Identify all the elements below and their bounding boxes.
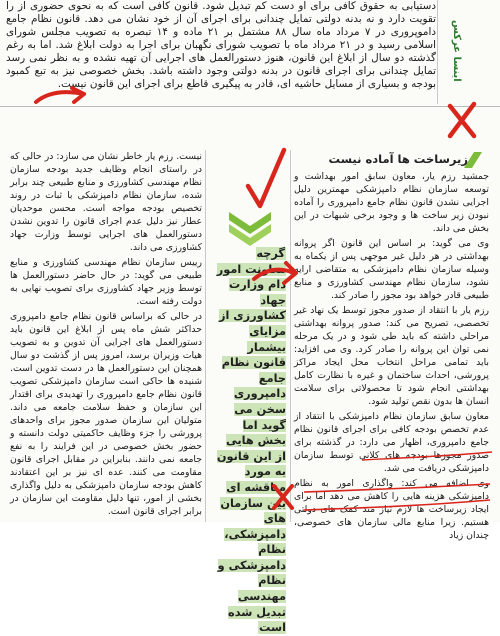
green-double-chevron-icon: [227, 210, 273, 246]
red-underline-mark: [300, 470, 495, 520]
left-column-text: [10, 150, 202, 522]
red-arrow-mark-icon: [250, 255, 306, 299]
red-check-mark-icon: [244, 146, 288, 212]
right-paragraph: جمشید رزم یار، معاون سابق امور بهداشت و توسعه سازمان نظام دامپزشکی مهمترین دلیل اجرایی نشدن قانون نظام جامع دامپروری را آماده نبودن زیر ساخت ها و وجود برخی شبهات در این بخش می داند.: [294, 171, 489, 234]
right-paragraph: معاون سابق سازمان نظام دامپزشکی با انتقاد از عدم تخصص بودجه کافی برای اجرای قانون نظام جامع دامپروری، اظهار می دارد: در گذشته برای صدور مجوزها بودجه های کلانی توسط سازمان دامپزشکی دریافت می شد.: [294, 411, 489, 474]
left-paragraph: نیست. رزم یار خاطر نشان می سازد: در حالی که در راستای انجام وظایف جدید بودجه سازمان نظام مهندسی کشاورزی و منابع طبیعی چند برابر شده، سازمان نظام دامپزشکی با ثبات در روند تخصیص بودجه مواجه است. محسن موحدیان عطار نیز دلیل عدم اجرای قانون را تدوین نشدن دستورالعمل های اجرایی توسط وزارت جهاد کشاورزی می داند.: [10, 151, 202, 253]
column-divider-left: [205, 150, 206, 522]
pull-quote-text: گرچه معاونت امور دام وزارت جهاد کشاورزی از مزایای بیشمار قانون نظام جامع دامپروری سخن می گوید اما بخش هایی از این قانون به مورد مناقشه ای بین سازمان های دامپزشکی، نظام دامپزشکی و نظام مهندسی تبدیل شده است: [216, 247, 286, 635]
right-paragraph: وی می گوید: بر اساس این قانون اگر پروانه بهداشتی در هر دلیل غیر موجهی پس از یکماه به وسیله سازمان نظام دامپزشکی به متقاضی ارایه نشود، سازمان نظام مهندسی کشاورزی و منابع طبیعی قادر خواهد بود مجوز را صادر کند.: [294, 238, 489, 301]
section-heading: زیرساخت ها آماده نیست: [328, 152, 468, 166]
right-paragraph: رزم یار با انتقاد از صدور مجوز توسط یک نهاد غیر تخصصی، تصریح می کند: صدور پروانه بهداشتی مراحلی داشته که باید طی شود و در یک مرحله نمی توان این پروانه را صادر کرد. وی می افزاید: باید تمامی مراحل انتخاب محل ایجاد مراکز پرورشی، احداث ساختمان و غیره با نظارت کامل بهداشتی انجام شود تا محصولاتی برای سلامت انسان ها بدون نقص تولید شود.: [294, 305, 489, 407]
red-cross-mark-icon: [268, 480, 298, 514]
green-chevron-icon: [462, 150, 484, 170]
column-divider-right: [290, 150, 291, 522]
author-label: اینسا عرکس: [451, 20, 462, 82]
red-underline-mark: [360, 440, 494, 468]
red-cross-mark-icon: [442, 96, 482, 142]
left-paragraph: رییس سازمان نظام مهندسی کشاورزی و منابع طبیعی می گوید: در حال حاضر دستورالعمل ها توسط وزیر جهاد کشاورزی برای تصویب نهایی به دولت رفته است.: [10, 257, 202, 307]
intro-text: دستیابی به حقوق کافی برای او دست کم تبدیل شود. قانون کافی است که به نحوی حضوری از را تقویت دارد و نه بدنه دولتی تمایل چندانی برای اجرای آن از خود نشان می دهد. قانون نظام جامع داموپروری در ۷ مرداد ماه سال ۸۸ مشتمل بر ۲۱ ماده و ۱۴ تبصره به تصویب مجلس شورای اسلامی رسید و در ۲۱ مرداد ماه با تصویب شورای نگهبان برای اجرا به دولت ابلاغ شد. اما به رغم گذشته دو سال از ابلاغ این قانون، هنوز دستورالعمل های اجرایی آن تهیه نشده و به نظر نمی رسد تمایل چندانی برای اجرای قانون در بدنه دولتی وجود داشته باشد. بخش خصوصی نیز به تبع کمبود بودجه و بسیاری از مسایل حاشیه ای، قادر به پیگیری قاطع برای اجرای این قانون نیست.: [6, 0, 437, 90]
left-paragraph: در حالی که براساس قانون نظام جامع دامپروری حداکثر شش ماه پس از ابلاغ این قانون باید دستورالعمل های اجرایی آن تدوین و به تصویب هیات وزیران برسد، امروز پس از گذشت دو سال همچنان این دستورالعمل ها در دست تدوین است. شنیده ها حاکی است سازمان دامپزشکی تصویب قانون نظام جامع دامپروری را تهدیدی برای اقتدار این سازمان و حفظ سلامت جامعه می داند. متولیان این سازمان صدور مجوز برای واحدهای پرورشی را جزء وظایف حاکمیتی دولت دانسته و حضور بخش خصوصی در این فرایند را به نفع جامعه نمی دانند. بنابراین در مقابل اجرای قانون مقاومت می کنند. عده ای نیز بر این اعتقادند کاهش بودجه سازمان دامپزشکی به دلیل واگذاری بخشی از امور، تنها دلیل مقاومت این سازمان در برابر اجرای قانون است.: [10, 311, 202, 517]
divider-vertical-top: [437, 0, 438, 104]
red-arrow-mark-icon: [30, 84, 90, 114]
right-paragraph: وی اضافه می کند: واگذاری امور به نظام دامپزشکی هزینه هایی را کاهش می دهد اما برای ایجاد زیرساخت ها لازم نیاز مند کمک های دولتی هستیم. زیرا منابع مالی سازمان های خصوصی، چندان زیاد: [294, 478, 489, 541]
